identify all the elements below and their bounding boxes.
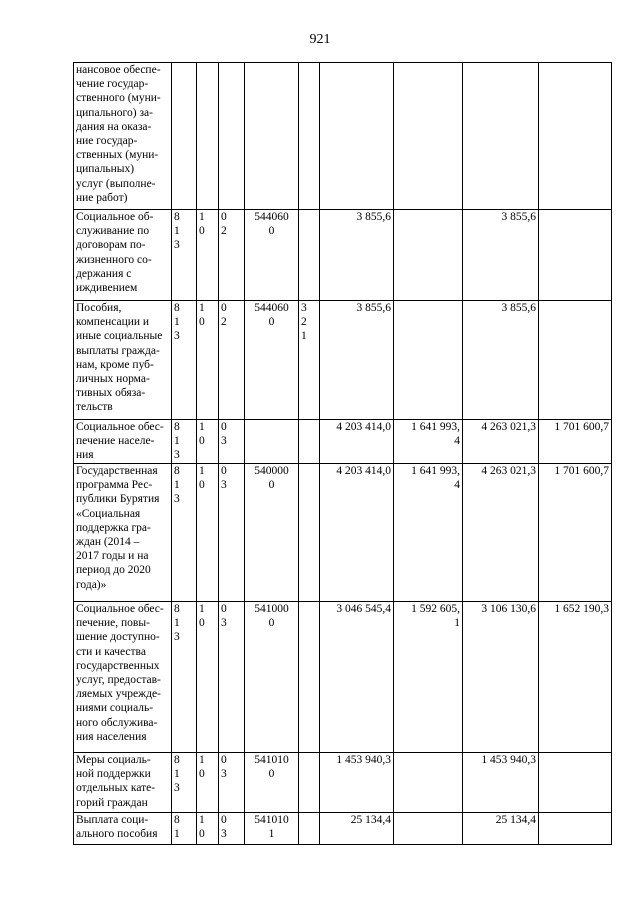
amount-cell: 4 263 021,3 <box>463 420 539 464</box>
target-article-cell: 541010 1 <box>245 813 299 845</box>
row-name-cell: Социальное обес- печение населе- ния <box>74 420 172 464</box>
section-code-cell: 1 0 <box>197 210 219 301</box>
ministry-code-cell: 8 1 3 <box>172 301 197 420</box>
ministry-code-cell: 8 1 3 <box>172 210 197 301</box>
target-article-cell <box>245 420 299 464</box>
ministry-code-cell: 8 1 3 <box>172 420 197 464</box>
table-row <box>74 420 612 464</box>
subsection-code-cell <box>219 63 245 210</box>
ministry-code-cell: 8 1 3 <box>172 464 197 602</box>
amount-cell: 3 106 130,6 <box>463 602 539 753</box>
amount-cell: 3 855,6 <box>320 301 394 420</box>
expense-type-cell: 3 2 1 <box>299 301 320 420</box>
expense-type-cell <box>299 420 320 464</box>
amount-cell: 25 134,4 <box>320 813 394 845</box>
amount-cell <box>394 813 463 845</box>
amount-cell <box>539 813 612 845</box>
amount-cell: 1 701 600,7 <box>539 464 612 602</box>
row-name-cell: Выплата соци- ального пособия <box>74 813 172 845</box>
section-code-cell: 1 0 <box>197 813 219 845</box>
ministry-code-cell: 8 1 3 <box>172 753 197 813</box>
amount-cell <box>320 63 394 210</box>
amount-cell: 3 855,6 <box>320 210 394 301</box>
amount-cell: 4 203 414,0 <box>320 464 394 602</box>
expense-type-cell <box>299 602 320 753</box>
subsection-code-cell: 0 3 <box>219 420 245 464</box>
subsection-code-cell: 0 2 <box>219 301 245 420</box>
section-code-cell: 1 0 <box>197 602 219 753</box>
table-row <box>74 210 612 301</box>
target-article-cell: 544060 0 <box>245 301 299 420</box>
amount-cell <box>394 210 463 301</box>
expense-type-cell <box>299 63 320 210</box>
subsection-code-cell: 0 3 <box>219 813 245 845</box>
amount-cell <box>539 210 612 301</box>
amount-cell <box>539 63 612 210</box>
amount-cell: 3 855,6 <box>463 301 539 420</box>
section-code-cell <box>197 63 219 210</box>
row-name-cell: Социальное обес- печение, повы- шение доступно- сти и качества государственных услуг, предостав- ляемых учрежде- ниями социаль- ного обслужива- ния населения <box>74 602 172 753</box>
subsection-code-cell: 0 3 <box>219 602 245 753</box>
table-row <box>74 813 612 845</box>
subsection-code-cell: 0 2 <box>219 210 245 301</box>
row-name-cell: Меры социаль- ной поддержки отдельных кате- горий граждан <box>74 753 172 813</box>
row-name-cell: Государственная программа Рес- публики Бурятия «Социальная поддержка гра- ждан (2014 – 2017 годы и на период до 2020 года)» <box>74 464 172 602</box>
page-number: 921 <box>309 32 331 47</box>
row-name-cell: Пособия, компенсации и иные социальные выплаты гражда- нам, кроме пуб- личных норма- тивных обяза- тельств <box>74 301 172 420</box>
amount-cell: 4 203 414,0 <box>320 420 394 464</box>
expense-type-cell <box>299 753 320 813</box>
amount-cell: 3 855,6 <box>463 210 539 301</box>
amount-cell <box>539 301 612 420</box>
expense-type-cell <box>299 210 320 301</box>
target-article-cell: 541010 0 <box>245 753 299 813</box>
table-row <box>74 301 612 420</box>
subsection-code-cell: 0 3 <box>219 753 245 813</box>
expense-type-cell <box>299 464 320 602</box>
amount-cell: 1 701 600,7 <box>539 420 612 464</box>
amount-cell: 25 134,4 <box>463 813 539 845</box>
amount-cell: 1 641 993, 4 <box>394 464 463 602</box>
amount-cell <box>394 753 463 813</box>
target-article-cell <box>245 63 299 210</box>
subsection-code-cell: 0 3 <box>219 464 245 602</box>
ministry-code-cell: 8 1 <box>172 813 197 845</box>
amount-cell: 3 046 545,4 <box>320 602 394 753</box>
table-row <box>74 602 612 753</box>
amount-cell: 1 453 940,3 <box>463 753 539 813</box>
section-code-cell: 1 0 <box>197 301 219 420</box>
target-article-cell: 540000 0 <box>245 464 299 602</box>
section-code-cell: 1 0 <box>197 420 219 464</box>
amount-cell: 4 263 021,3 <box>463 464 539 602</box>
amount-cell <box>394 301 463 420</box>
ministry-code-cell: 8 1 3 <box>172 602 197 753</box>
target-article-cell: 541000 0 <box>245 602 299 753</box>
table-row <box>74 464 612 602</box>
amount-cell <box>463 63 539 210</box>
amount-cell: 1 652 190,3 <box>539 602 612 753</box>
ministry-code-cell <box>172 63 197 210</box>
row-name-cell: нансовое обеспе- чение государ- ственного (муни- ципального) за- дания на оказа- ние государ- ственных (муни- ципальных) услуг (выполне- ние работ) <box>74 63 172 210</box>
row-name-cell: Социальное об- служивание по договорам по- жизненного со- держания с иждивением <box>74 210 172 301</box>
target-article-cell: 544060 0 <box>245 210 299 301</box>
table-row <box>74 753 612 813</box>
amount-cell: 1 641 993, 4 <box>394 420 463 464</box>
amount-cell: 1 453 940,3 <box>320 753 394 813</box>
expense-type-cell <box>299 813 320 845</box>
amount-cell: 1 592 605, 1 <box>394 602 463 753</box>
table-row <box>74 63 612 210</box>
section-code-cell: 1 0 <box>197 753 219 813</box>
amount-cell <box>394 63 463 210</box>
section-code-cell: 1 0 <box>197 464 219 602</box>
amount-cell <box>539 753 612 813</box>
budget-table <box>73 62 612 845</box>
